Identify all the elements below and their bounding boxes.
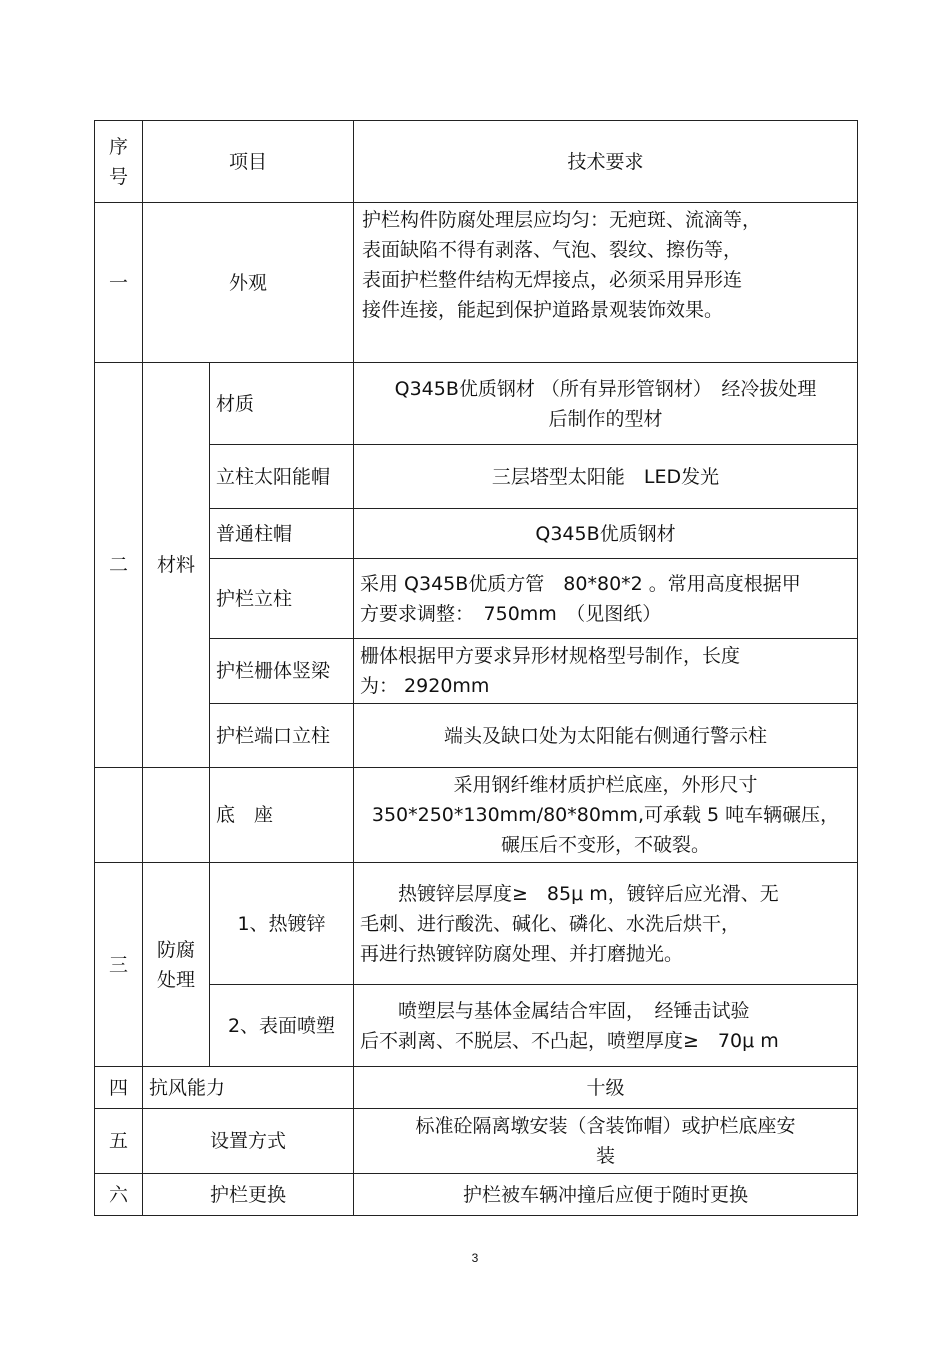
requirement-line: 表面护栏整件结构无焊接点，必须采用异形连	[362, 269, 743, 291]
subitem-cell: 1、热镀锌	[210, 863, 354, 985]
table-row-solar-cap	[95, 445, 858, 509]
requirement-line: 采用钢纤维材质护栏底座，外形尺寸	[453, 774, 758, 796]
requirement-line: 表面缺陷不得有剥落、气泡、裂纹、擦伤等，	[362, 239, 743, 261]
requirement-line: 栅体根据甲方要求异形材规格型号制作，长度	[360, 645, 741, 667]
spec-table	[94, 120, 858, 1216]
header-seq: 序号	[95, 121, 143, 203]
requirement-cell	[354, 863, 858, 985]
table-row-install	[95, 1109, 858, 1174]
requirement-line: 采用 Q345B优质方管 80*80*2 。常用高度根据甲	[360, 572, 801, 595]
table-row-beam	[95, 639, 858, 704]
table-row-base	[95, 768, 858, 863]
requirement-line: 再进行热镀锌防腐处理、并打磨抛光。	[360, 942, 684, 965]
requirement-line: 为： 2920mm	[360, 675, 490, 697]
requirement-line: 热镀锌层厚度≥ 85μ m，镀锌后应光滑、无	[398, 882, 779, 905]
table-row-replace	[95, 1174, 858, 1216]
requirement-line: 后不剥离、不脱层、不凸起，喷塑厚度≥ 70μ m	[360, 1029, 779, 1052]
requirement-cell: 十级	[354, 1067, 858, 1109]
requirement-cell	[354, 559, 858, 639]
requirement-cell: 护栏被车辆冲撞后应便于随时更换	[354, 1174, 858, 1216]
table-row-wind	[95, 1067, 858, 1109]
table-row-end-post	[95, 704, 858, 768]
group-cell: 防腐处理	[143, 863, 210, 1067]
subitem-cell: 2、表面喷塑	[210, 985, 354, 1067]
requirement-line: 碾压后不变形，不破裂。	[501, 834, 711, 856]
requirement-cell: 三层塔型太阳能 LED发光	[354, 445, 858, 509]
requirement-cell	[354, 985, 858, 1067]
requirement-line: 护栏构件防腐处理层应均匀：无疤斑、流滴等，	[362, 209, 762, 231]
seq-cell: 四	[95, 1067, 143, 1109]
requirement-line: 后制作的型材	[548, 407, 663, 430]
table-row-post	[95, 559, 858, 639]
seq-cell: 六	[95, 1174, 143, 1216]
item-cell: 抗风能力	[143, 1067, 354, 1109]
requirement-line: 喷塑层与基体金属结合牢固， 经锤击试验	[398, 999, 750, 1022]
requirement-line: 毛刺、进行酸洗、碱化、磷化、水洗后烘干，	[360, 912, 741, 935]
seq-cell: 一	[95, 203, 143, 363]
subitem-cell: 普通柱帽	[210, 509, 354, 559]
subitem-cell: 护栏端口立柱	[210, 704, 354, 768]
subitem-cell: 底 座	[210, 768, 354, 863]
requirement-cell	[354, 639, 858, 704]
table-row-material	[95, 363, 858, 445]
requirement-cell	[354, 768, 858, 863]
requirement-line: 350*250*130mm/80*80mm,可承载 5 吨车辆碾压，	[371, 804, 840, 826]
header-item: 项目	[143, 121, 354, 203]
subitem-cell: 立柱太阳能帽	[210, 445, 354, 509]
table-row-powder-coating	[95, 985, 858, 1067]
page-number: 3	[471, 1251, 479, 1265]
requirement-line: 方要求调整： 750mm （见图纸）	[360, 602, 662, 625]
requirement-line: 装	[596, 1145, 616, 1167]
item-cell: 外观	[143, 203, 354, 363]
subitem-cell: 护栏栅体竖梁	[210, 639, 354, 704]
requirement-cell: 端头及缺口处为太阳能右侧通行警示柱	[354, 704, 858, 768]
requirement-cell	[354, 1109, 858, 1174]
seq-cell: 五	[95, 1109, 143, 1174]
seq-cell	[95, 768, 143, 863]
item-cell: 护栏更换	[143, 1174, 354, 1216]
requirement-line: 接件连接，能起到保护道路景观装饰效果。	[362, 299, 724, 321]
header-requirement: 技术要求	[354, 121, 858, 203]
requirement-cell	[354, 203, 858, 363]
subitem-cell: 护栏立柱	[210, 559, 354, 639]
subitem-cell: 材质	[210, 363, 354, 445]
table-header-row	[95, 121, 858, 203]
requirement-line: 标准砼隔离墩安装（含装饰帽）或护栏底座安	[415, 1115, 796, 1137]
item-cell: 设置方式	[143, 1109, 354, 1174]
group-cell: 材料	[143, 363, 210, 768]
table-row-appearance	[95, 203, 858, 363]
table-row-post-cap	[95, 509, 858, 559]
seq-cell: 二	[95, 363, 143, 768]
requirement-line: Q345B优质钢材 （所有异形管钢材） 经冷拔处理	[394, 377, 817, 400]
requirement-cell	[354, 363, 858, 445]
requirement-cell: Q345B优质钢材	[354, 509, 858, 559]
table-row-galvanizing	[95, 863, 858, 985]
group-cell	[143, 768, 210, 863]
seq-cell: 三	[95, 863, 143, 1067]
